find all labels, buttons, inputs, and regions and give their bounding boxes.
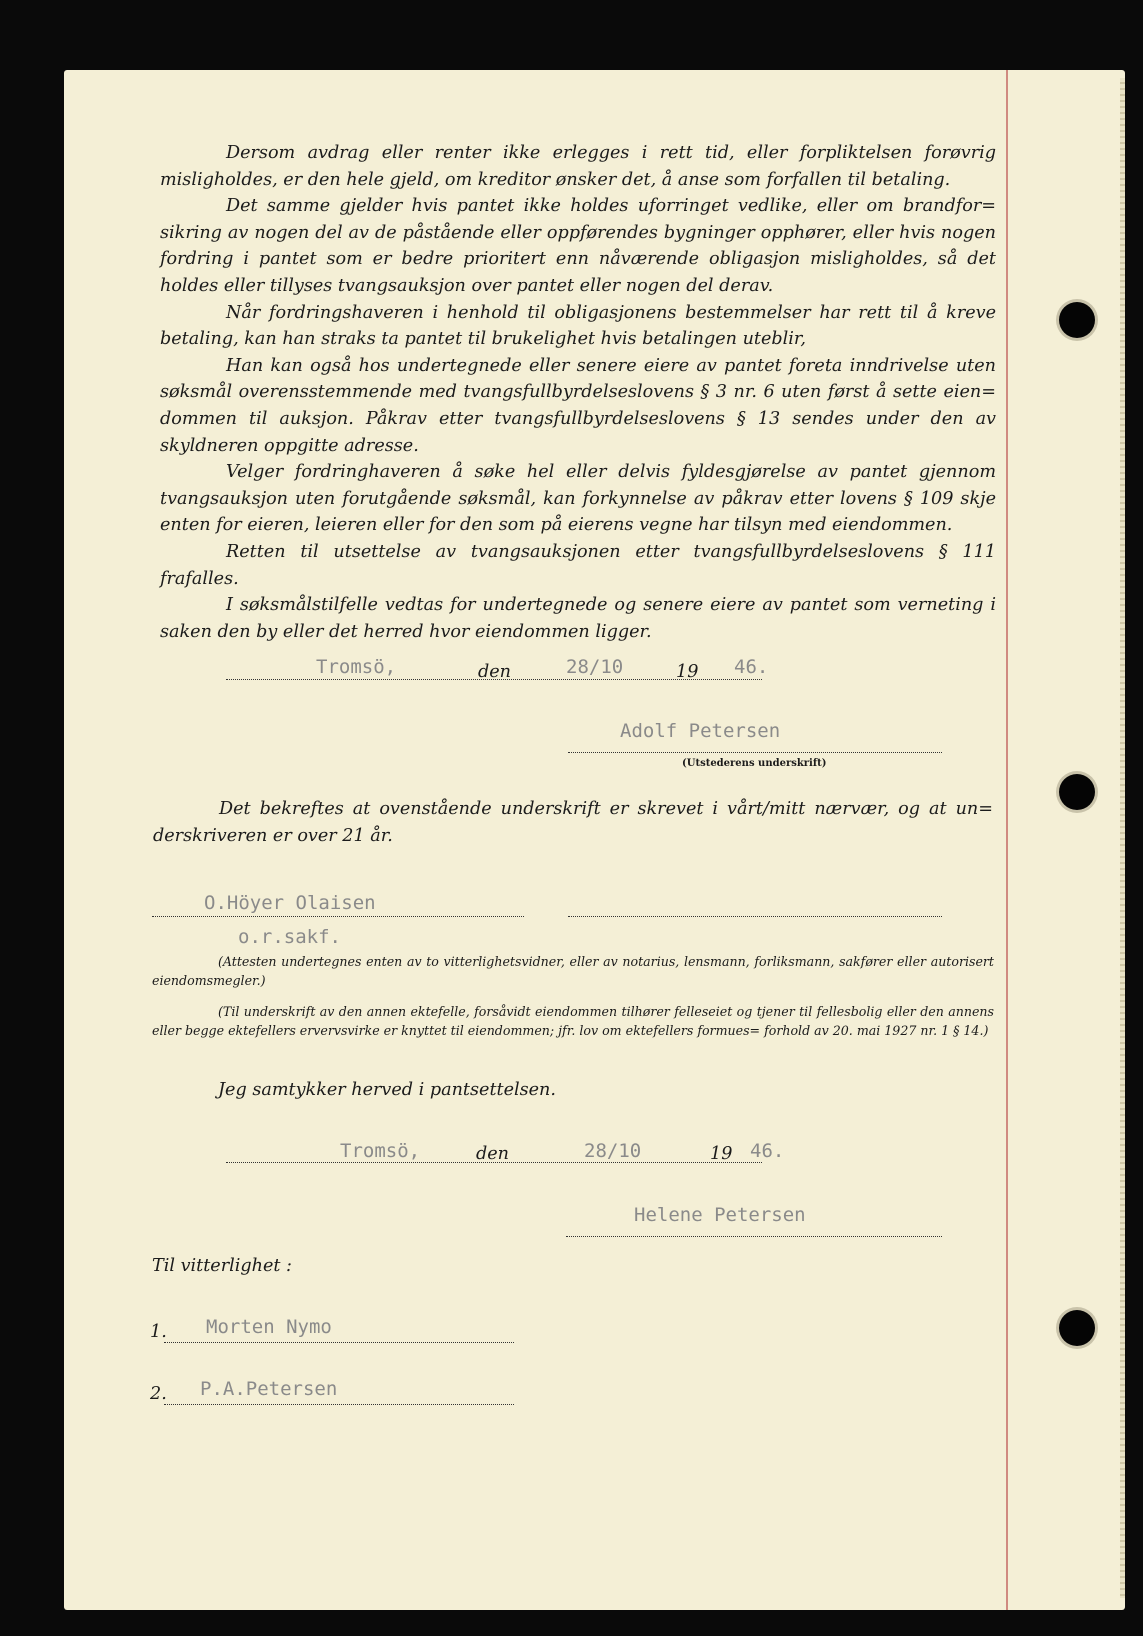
- punch-hole: [1059, 1310, 1095, 1346]
- witness-line: [152, 916, 524, 917]
- witness-number: 1.: [150, 1322, 167, 1342]
- witnesses-heading: Til vitterlighet :: [152, 1256, 292, 1276]
- year-prefix: 19: [710, 1144, 733, 1164]
- place: Tromsö,: [316, 656, 397, 678]
- paragraph: Dersom avdrag eller renter ikke erlegges i rett tid, eller forpliktelsen forøvrig misligholdes, er den hele gjeld, om kreditor ønsker det, å anse som forfallen til betaling.: [160, 143, 996, 190]
- witness-name: Morten Nymo: [206, 1316, 332, 1338]
- paragraph: Når fordringshaveren i henhold til obligasjonens bestemmelser har rett til å kreve betaling, kan han straks ta pantet til brukelighet hvis betalingen uteblir,: [160, 302, 996, 350]
- paragraph: Retten til utsettelse av tvangsauksjonen etter tvangsfullbyrdelseslovens § 111 frafalles.: [160, 541, 996, 589]
- consent-text: Jeg samtykker herved i pantsettelsen.: [218, 1080, 556, 1100]
- spouse-note: (Til underskrift av den annen ektefelle, forsåvidt eiendommen tilhører felleseiet og tjener til fellesbolig eller den annens eller begge ektefellers ervervsvirke er knyttet til eiendommen; jfr. lov om ektefellers formues= forhold av 20. mai 1927 nr. 1 § 14.): [152, 1004, 994, 1038]
- paragraph: I søksmålstilfelle vedtas for undertegnede og senere eiere av pantet som verneting i saken den by eller det herred hvor eiendommen ligger.: [160, 595, 996, 642]
- year-prefix: 19: [676, 662, 699, 682]
- date: 28/10: [584, 1140, 642, 1162]
- punch-hole: [1059, 774, 1095, 810]
- issuer-caption: (Utstederens underskrift): [682, 758, 827, 769]
- conditions-text: [160, 140, 996, 645]
- witness-line: [164, 1342, 514, 1343]
- witness-title: o.r.sakf.: [238, 926, 341, 948]
- witness-signature: O.Höyer Olaisen: [204, 892, 376, 914]
- year: 46.: [750, 1140, 785, 1162]
- place: Tromsö,: [340, 1140, 421, 1162]
- witness-line: [164, 1404, 514, 1405]
- spouse-signature: Helene Petersen: [634, 1204, 806, 1226]
- date: 28/10: [566, 656, 624, 678]
- punch-hole: [1059, 302, 1095, 338]
- paragraph: Han kan også hos undertegnede eller senere eiere av pantet foreta inndrivelse uten søksmål overensstemmende med tvangsfullbyrdelseslovens § 3 nr. 6 uten først å sette eien= dommen til auksjon. Påkrav etter tvangsfullbyrdelseslovens § 13 sendes under den av skyldneren oppgitte adresse.: [160, 355, 996, 456]
- witness-name: P.A.Petersen: [200, 1378, 338, 1400]
- attest-note: (Attesten undertegnes enten av to vitterlighetsvidner, eller av notarius, lensmann, forliksmann, sakfører eller autorisert eiendomsmegler.): [152, 954, 994, 988]
- den-label: den: [478, 662, 512, 682]
- den-label: den: [476, 1144, 510, 1164]
- signature-line: [568, 752, 942, 753]
- issuer-signature: Adolf Petersen: [620, 720, 781, 742]
- paragraph: Velger fordringhaveren å søke hel eller delvis fyldesgjørelse av pantet gjennom tvangsauksjon uten forutgående søksmål, kan forkynnelse av påkrav etter lovens § 109 skje enten for eieren, leieren eller for den som på eierens vegne har tilsyn med eiendommen.: [160, 462, 996, 536]
- page-stack-edge: [1120, 78, 1125, 1598]
- confirmation-text: Det bekreftes at ovenstående underskrift er skrevet i vårt/mitt nærvær, og at un= derskriveren er over 21 år.: [153, 799, 993, 846]
- witness-number: 2.: [150, 1384, 167, 1404]
- document-page: [64, 70, 1125, 1610]
- signature-line: [566, 1236, 942, 1237]
- second-witness-line: [568, 916, 942, 917]
- margin-rule: [1006, 70, 1008, 1610]
- year: 46.: [734, 656, 769, 678]
- paragraph: Det samme gjelder hvis pantet ikke holdes uforringet vedlike, eller om brandfor= sikring av nogen del av de påstående eller oppførendes bygninger opphører, eller hvis nogen fordring i pantet som er bedre prioritert enn nåværende obligasjon misligholdes, så det holdes eller tillyses tvangsauksjon over pantet eller nogen del derav.: [160, 196, 996, 296]
